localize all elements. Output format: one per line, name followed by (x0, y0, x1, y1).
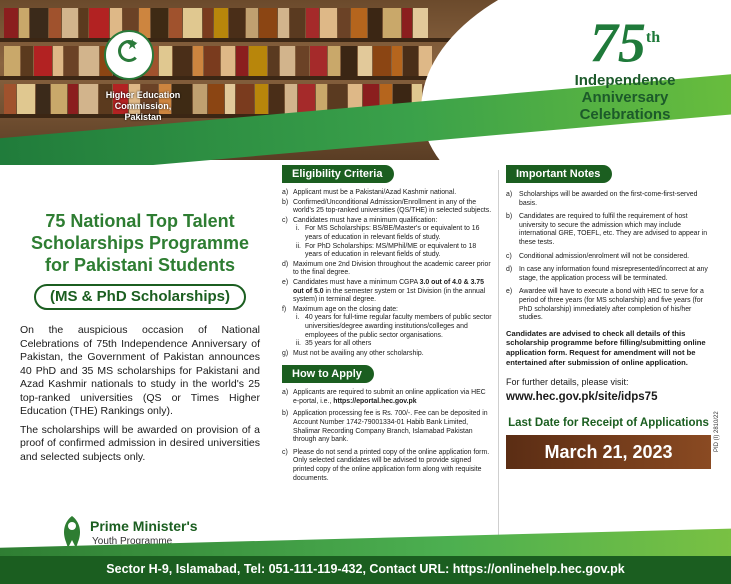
step-a: Applicants are required to submit an online application via HEC e-portal, i.e., (293, 389, 486, 405)
anniversary-line-2: Anniversary (581, 88, 669, 106)
hec-logo (78, 30, 181, 130)
anniversary-line-1: Independence (574, 71, 676, 89)
how-to-apply-heading: How to Apply (282, 365, 374, 383)
pm-title: Prime Minister's (90, 518, 198, 534)
org-line-2: Commission, (114, 101, 172, 111)
org-line-1: Higher Education (105, 90, 181, 100)
programme-intro (20, 210, 260, 469)
intro-text (20, 324, 260, 464)
criterion-c-ii: For PhD Scholarships: MS/MPhil/ME or equivalent to 18 years of education in relevant fields of study. (305, 242, 477, 259)
list-item: d) Maximum one 2nd Division throughout the academic career prior to the final degree. (282, 260, 491, 277)
intro-paragraph-2: The scholarships will be awarded on provision of a proof of confirmed admission in desired universities and selected subjects only. (20, 423, 260, 463)
criterion-e-post: in the semester system or 1st Division (in the annual system) in terminal degree. (293, 287, 486, 304)
list-item: e) Candidates must have a minimum CGPA 3.0 out of 4.0 & 3.75 out of 5.0 in the semester system or 1st Division (in the annual system) in terminal degree. (282, 278, 486, 304)
title-line-2: Scholarships Programme (30, 233, 250, 253)
programme-url-link[interactable]: www.hec.gov.pk/site/idps75 (506, 391, 658, 404)
org-line-3: Pakistan (124, 112, 162, 122)
list-item: i. For MS Scholarships: BS/BE/Master's or equivalent to 16 years of education in relevant fields of study. (296, 225, 480, 241)
advisory-text: Candidates are advised to check all details of this scholarship programme before filling/submitting online application form. Request for amendment will not be entertained after submission of online application. (506, 328, 706, 367)
important-notes-section (506, 164, 711, 469)
pm-subtitle: Youth Programme (92, 536, 173, 547)
note-e: Awardee will have to execute a bond with HEC to serve for a period of three years (for MS scholarship) and five years (for PhD scholarship) immediately after completion of his/her studies. (519, 288, 704, 322)
last-date-label: Last Date for Receipt of Applications (508, 417, 709, 430)
list-item: c) Conditional admission/enrolment will not be considered. (506, 252, 690, 260)
footer-contact: Sector H-9, Islamabad, Tel: 051-111-119-432, Contact URL: https://onlinehelp.hec.gov.pk (106, 562, 625, 576)
list-item: f) Maximum age on the closing date: i. 40 years for full-time regular faculty members of public sector universities/degree awarding institutions/colleges and employees of the public sector organisations. ii. 35 years for all others (282, 305, 492, 348)
list-item: ii. 35 years for all others (296, 340, 372, 348)
how-to-apply-list (282, 389, 492, 483)
eligibility-list (282, 189, 492, 358)
criterion-c: Candidates must have a minimum qualification: (293, 216, 438, 224)
list-item: a) Scholarships will be awarded on the first-come-first-served basis. (506, 191, 698, 207)
list-item: d) In case any information found misrepresented/incorrect at any stage, the application process will be terminated. (506, 266, 708, 282)
anniversary-line-3: Celebrations (579, 105, 671, 123)
important-notes-heading: Important Notes (506, 165, 612, 183)
list-item: a) Applicant must be a Pakistani/Azad Kashmir national. (282, 189, 457, 196)
title-line-1: 75 National Top Talent (45, 211, 235, 231)
criterion-d: Maximum one 2nd Division throughout the academic career prior to the final degree. (293, 260, 491, 277)
eligibility-section (282, 164, 492, 487)
list-item: g) Must not be availing any other scholarship. (282, 349, 424, 357)
step-c: Please do not send a printed copy of the online application form. Only selected candidates will be advised to provide signed printed copy of the online application form along with requisite documents. (293, 448, 490, 482)
criterion-e-cgpa: 3.0 out of 4.0 & 3.75 out of 5.0 (293, 278, 484, 295)
criterion-f-i: 40 years for full-time regular faculty members of public sector universities/degree awarding institutions/colleges and employees of the public sector organisations. (305, 314, 492, 339)
list-item: ii. For PhD Scholarships: MS/MPhil/ME or equivalent to 18 years of education in relevant fields of study. (296, 242, 477, 259)
eportal-link[interactable]: https://eportal.hec.gov.pk (333, 397, 417, 405)
notes-list (506, 191, 711, 323)
criterion-f: Maximum age on the closing date: (293, 305, 398, 313)
note-b: Candidates are required to fulfil the requirement of host university to secure the admission which may include international GRE, TOEFL, etc. They are advised to appear in these tests. (519, 213, 708, 246)
eligibility-heading: Eligibility Criteria (282, 165, 394, 183)
how-to-apply-section (282, 364, 492, 483)
pid-number: PID (I) 2810/22 (714, 411, 720, 452)
list-item: c) Candidates must have a minimum qualification: i. For MS Scholarships: BS/BE/Master's or equivalent to 16 years of education in relevant fields of study. ii. For PhD Scholarships: MS/MPhil/ME or equivalent to 18 years of education in relevant fields of study. (282, 217, 492, 260)
step-b: Application processing fee is Rs. 700/-. Fee can be deposited in Account Number 1742-79001334-01 Habib Bank Limited, Shalimar Recording Company Branch, Islamabad Pakistan through any bank. (293, 410, 488, 444)
criterion-b: Confirmed/Unconditional Admission/Enrollment in any of the world's 25 top-ranked universities (QS/THE) in selected subjects. (293, 198, 492, 215)
criterion-f-ii: 35 years for all others (305, 340, 372, 348)
list-item: a) Applicants are required to submit an online application via HEC e-portal, i.e., https://eportal.hec.gov.pk (282, 389, 486, 405)
criterion-g: Must not be availing any other scholarship. (293, 349, 424, 357)
independence-anniversary-logo (530, 10, 720, 123)
anniversary-number-text: 75 (589, 12, 646, 75)
list-item: c) Please do not send a printed copy of the online application form. Only selected candidates will be advised to provide signed printed copy of the online application form along with requisite documents. (282, 448, 490, 482)
list-item: b) Confirmed/Unconditional Admission/Enrollment in any of the world's 25 top-ranked universities (QS/THE) in selected subjects. (282, 198, 492, 215)
anniversary-number (530, 10, 720, 75)
list-item: i. 40 years for full-time regular faculty members of public sector universities/degree awarding institutions/colleges and employees of the public sector organisations. (296, 314, 492, 339)
list-item: b) Application processing fee is Rs. 700/-. Fee can be deposited in Account Number 1742-79001334-01 Habib Bank Limited, Shalimar Recording Company Branch, Islamabad Pakistan through any bank. (282, 410, 488, 444)
criterion-c-i: For MS Scholarships: BS/BE/Master's or equivalent to 16 years of education in relevant fields of study. (305, 225, 480, 241)
note-c: Conditional admission/enrolment will not be considered. (519, 252, 690, 260)
list-item: e) Awardee will have to execute a bond with HEC to serve for a period of three years (for MS scholarship) and five years (for PhD scholarship) immediately after completion of his/her studies. (506, 288, 704, 322)
scholarship-type-badge: (MS & PhD Scholarships) (34, 284, 246, 310)
criterion-e-pre: Candidates must have a minimum CGPA (293, 278, 420, 286)
deadline-date: March 21, 2023 (506, 435, 711, 469)
title-line-3: for Pakistani Students (44, 255, 236, 275)
list-item: b) Candidates are required to fulfil the requirement of host university to secure the admission which may include international GRE, TOEFL, etc. They are advised to appear in these tests. (506, 213, 708, 246)
sub-list (293, 225, 492, 259)
header-banner (0, 0, 731, 165)
anniversary-suffix: th (645, 29, 661, 46)
sub-list (293, 314, 492, 348)
note-d: In case any information found misrepresented/incorrect at any stage, the application process will be terminated. (519, 266, 708, 282)
column-divider (498, 170, 499, 550)
programme-title (20, 210, 260, 276)
note-a: Scholarships will be awarded on the first-come-first-served basis. (519, 191, 698, 207)
star-icon: ★ (126, 36, 139, 52)
intro-paragraph-1: On the auspicious occasion of National Celebrations of 75th Independence Anniversary of Pakistan, the Government of Pakistan announces 40 PhD and 35 MS scholarships for Pakistani and Azad Kashmir nationals to study in the world's 25 top-ranked universities (QS or Times Higher Education (THE) Rankings only). (20, 324, 260, 417)
further-details-label: For further details, please visit: (506, 377, 629, 388)
criterion-a: Applicant must be a Pakistani/Azad Kashmir national. (293, 189, 457, 196)
hec-org-name (78, 90, 208, 123)
